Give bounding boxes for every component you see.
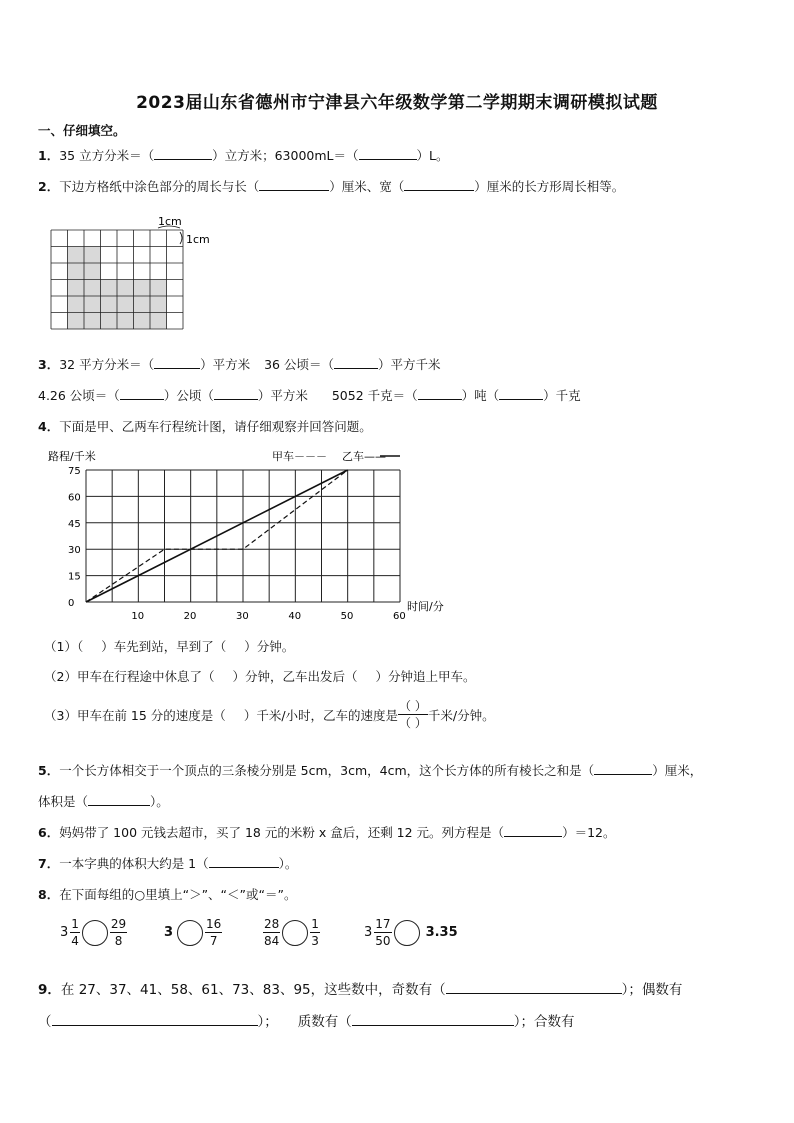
answer-blank[interactable] [88, 792, 150, 806]
shaded-cell [84, 280, 101, 297]
answer-blank[interactable] [499, 386, 543, 400]
grid-cells [51, 230, 183, 329]
shaded-cell [101, 313, 118, 330]
question-4-2: （2）甲车在行程途中休息了（ ）分钟，乙车出发后（ ）分钟追上甲车。 [44, 669, 476, 684]
shaded-cell [84, 247, 101, 264]
compare-item-4: 3 $\frac{17}{50}$ 3.35 [364, 917, 458, 948]
y-tick-label: 45 [68, 518, 81, 530]
shaded-cell [84, 313, 101, 330]
y-tick-label: 75 [68, 466, 81, 477]
answer-blank[interactable] [418, 386, 462, 400]
compare-circle[interactable] [394, 920, 420, 946]
answer-blank[interactable] [214, 386, 258, 400]
compare-circle[interactable] [177, 920, 203, 946]
brace-icon [180, 232, 182, 244]
shaded-cell [117, 296, 134, 313]
y-axis-label: 路程/千米 [48, 450, 96, 463]
answer-blank[interactable] [352, 1012, 514, 1026]
legend-car-a: 甲车－－－ [272, 450, 327, 463]
answer-blank[interactable] [52, 1012, 258, 1026]
shaded-cell [68, 280, 85, 297]
answer-blank[interactable] [209, 854, 279, 868]
question-3-part-2: 4.26 公顷＝（ ）公顷（ ）平方米 5052 千克＝（ ）吨（ ）千克 [38, 388, 581, 403]
travel-line-chart [40, 446, 460, 626]
compare-circle[interactable] [282, 920, 308, 946]
y-tick-label: 0 [68, 598, 75, 609]
shaded-cell [68, 263, 85, 280]
x-axis-label: 时间/分 [407, 600, 444, 613]
shaded-cell [117, 313, 134, 330]
question-6: 6．妈妈带了 100 元钱去超市，买了 18 元的米粉 x 盒后，还剩 12 元。列方程是（ ）＝12。 [38, 825, 616, 840]
x-tick-label: 40 [288, 611, 302, 622]
x-tick-label: 60 [393, 611, 406, 622]
shaded-cell [117, 280, 134, 297]
answer-blank[interactable] [334, 355, 378, 369]
answer-blank[interactable] [404, 177, 474, 191]
question-1: 1．35 立方分米＝（ ）立方米；63000mL＝（ ）L。 [38, 148, 449, 163]
section-heading: 一、仔细填空。 [38, 123, 126, 138]
answer-blank[interactable] [504, 823, 562, 837]
shaded-cell [68, 296, 85, 313]
shaded-cell [101, 280, 118, 297]
question-5-part-2: 体积是（ ）。 [38, 794, 169, 809]
question-4: 4．下面是甲、乙两车行程统计图，请仔细观察并回答问题。 [38, 419, 372, 434]
page-title: 2023届山东省德州市宁津县六年级数学第二学期期末调研模拟试题 [136, 93, 658, 113]
shaded-cell [68, 313, 85, 330]
shaded-cell [101, 296, 118, 313]
question-4-3: （3）甲车在前 15 分的速度是（ ）千米/小时，乙车的速度是 $\frac{( )}{( )}$ 千米/分钟。 [44, 699, 495, 730]
question-2: 2．下边方格纸中涂色部分的周长与长（ ）厘米、宽（ ）厘米的长方形周长相等。 [38, 179, 625, 194]
shaded-cell [150, 280, 167, 297]
x-tick-label: 10 [131, 611, 145, 622]
compare-item-2: 3 $\frac{16}{7}$ [164, 917, 222, 948]
answer-blank[interactable] [120, 386, 164, 400]
question-9-part-2: （ ）； 质数有（ ）；合数有 [38, 1014, 575, 1030]
legend-car-b: 乙车—— [342, 450, 386, 463]
x-tick-label: 20 [183, 611, 197, 622]
answer-blank[interactable] [594, 761, 652, 775]
compare-item-1: 3 $\frac{1}{4}$ $\frac{29}{8}$ [60, 917, 127, 948]
answer-blank[interactable] [154, 146, 212, 160]
answer-blank[interactable] [154, 355, 200, 369]
shaded-cell [150, 313, 167, 330]
shaded-cell [134, 296, 151, 313]
chart-ticks [68, 466, 406, 622]
shaded-cell [134, 313, 151, 330]
answer-blank[interactable] [446, 980, 622, 994]
question-5: 5．一个长方体相交于一个顶点的三条棱分别是 5cm，3cm，4cm，这个长方体的所有棱长之和是（ ）厘米， [38, 763, 703, 778]
grid-label-width: 1cm [158, 215, 182, 228]
shaded-cell [84, 296, 101, 313]
shaded-cell [68, 247, 85, 264]
grid-figure [48, 212, 228, 332]
y-tick-label: 30 [68, 545, 81, 557]
answer-blank[interactable] [359, 146, 417, 160]
grid-label-height: 1cm [186, 233, 210, 246]
shaded-cell [150, 296, 167, 313]
question-4-1: （1）（ ）车先到站，早到了（ ）分钟。 [44, 639, 295, 654]
shaded-cell [84, 263, 101, 280]
fraction-blank[interactable]: $\frac{( )}{( )}$ [399, 699, 427, 730]
x-tick-label: 50 [340, 611, 354, 622]
compare-circle[interactable] [82, 920, 108, 946]
shaded-cell [134, 280, 151, 297]
question-3: 3．32 平方分米＝（ ）平方米 36 公顷＝（ ）平方千米 [38, 357, 441, 372]
y-tick-label: 15 [68, 571, 81, 583]
answer-blank[interactable] [259, 177, 329, 191]
question-8: 8．在下面每组的○里填上“＞”、“＜”或“＝”。 [38, 887, 297, 902]
question-9: 9．在 27、37、41、58、61、73、83、95，这些数中，奇数有（ ）；偶数有 [38, 982, 683, 998]
compare-item-3: $\frac{28}{84}$ $\frac{1}{3}$ [264, 917, 319, 948]
y-tick-label: 60 [68, 492, 81, 504]
question-7: 7．一本字典的体积大约是 1（ ）。 [38, 856, 298, 871]
chart-grid [86, 470, 400, 602]
x-tick-label: 30 [236, 611, 249, 622]
